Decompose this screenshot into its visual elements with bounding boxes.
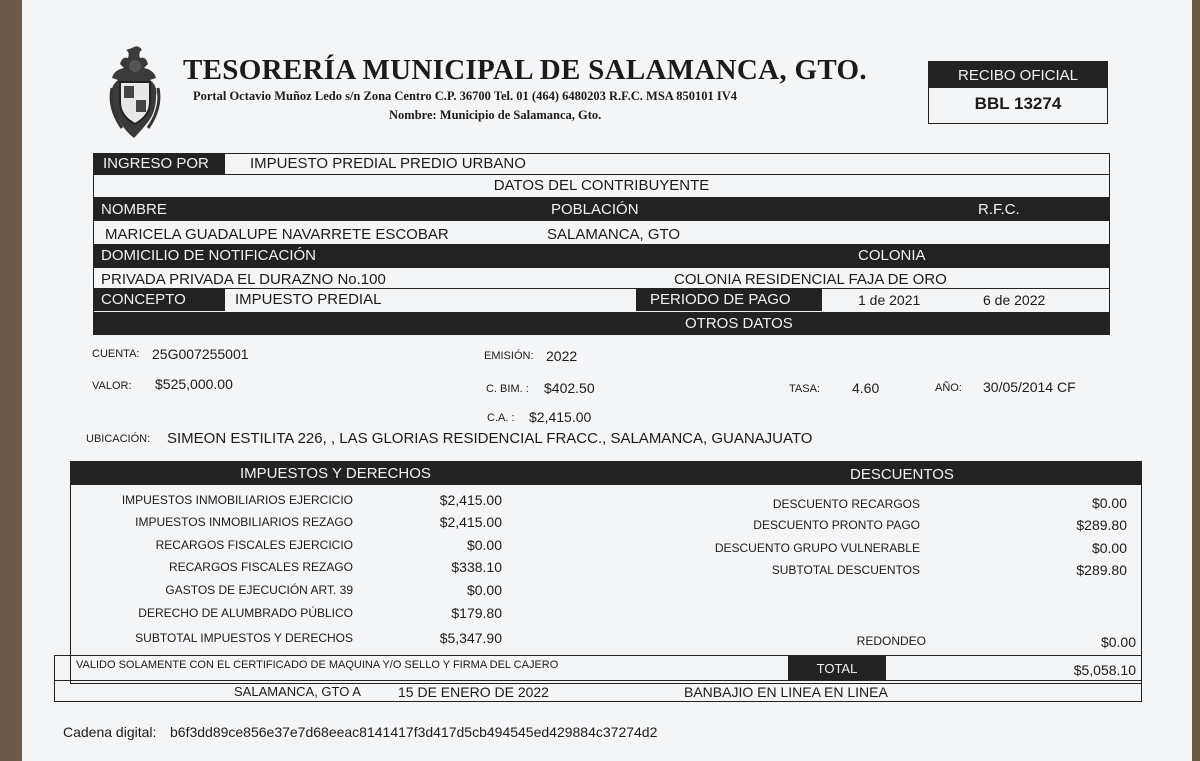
descuentos-row-label: DESCUENTO RECARGOS	[772, 497, 920, 511]
impuestos-row-label: DERECHO DE ALUMBRADO PÚBLICO	[138, 606, 353, 620]
redondeo-label: REDONDEO	[856, 634, 926, 648]
redondeo-value: $0.00	[1100, 634, 1136, 650]
periodo-fin: 6 de 2022	[983, 292, 1046, 308]
cadena-digital-value: b6f3dd89ce856e37e7d68eeac8141417f3d417d5cb494545ed429884c37274d2	[170, 724, 658, 740]
impuestos-row-label: RECARGOS FISCALES EJERCICIO	[155, 538, 353, 552]
ingreso-value: IMPUESTO PREDIAL PREDIO URBANO	[250, 155, 526, 172]
concepto-value: IMPUESTO PREDIAL	[235, 291, 382, 308]
banco-value: BANBAJIO EN LINEA EN LINEA	[684, 684, 888, 700]
impuestos-row-value: $5,347.90	[439, 630, 502, 646]
descuentos-row-label: SUBTOTAL DESCUENTOS	[771, 563, 920, 577]
anio-value: 30/05/2014 CF	[983, 379, 1076, 395]
cbim-label: C. BIM. :	[486, 383, 529, 395]
impuestos-row-value: $338.10	[451, 559, 502, 575]
poblacion-label: POBLACIÓN	[551, 201, 639, 218]
descuentos-row-value: $289.80	[1076, 517, 1127, 533]
contribuyente-domicilio: PRIVADA PRIVADA EL DURAZNO No.100	[101, 271, 386, 288]
contribuyente-nombre: MARICELA GUADALUPE NAVARRETE ESCOBAR	[105, 226, 449, 243]
cuenta-label: CUENTA:	[92, 348, 140, 360]
colonia-label: COLONIA	[858, 247, 926, 264]
impuestos-row-value: $0.00	[466, 582, 502, 598]
impuestos-row-label: RECARGOS FISCALES REZAGO	[168, 560, 353, 574]
tasa-label: TASA:	[789, 383, 820, 395]
descuentos-row-value: $0.00	[1091, 495, 1127, 511]
impuestos-row-label: SUBTOTAL IMPUESTOS Y DERECHOS	[135, 631, 353, 645]
descuentos-row-label: DESCUENTO GRUPO VULNERABLE	[714, 541, 920, 555]
descuentos-row-value: $289.80	[1076, 562, 1127, 578]
divider	[94, 174, 1109, 175]
impuestos-row-label: IMPUESTOS INMOBILIARIOS REZAGO	[135, 515, 353, 529]
divider	[54, 680, 1142, 681]
lugar-label: SALAMANCA, GTO A	[234, 684, 361, 699]
valor-value: $525,000.00	[155, 376, 233, 392]
valido-note: VALIDO SOLAMENTE CON EL CERTIFICADO DE MAQUINA Y/O SELLO Y FIRMA DEL CAJERO	[76, 659, 559, 671]
impuestos-descuentos-header	[71, 462, 1141, 485]
tasa-value: 4.60	[852, 380, 880, 396]
ubicacion-value: SIMEON ESTILITA 226, , LAS GLORIAS RESIDENCIAL FRACC., SALAMANCA, GUANAJUATO	[167, 430, 813, 447]
contribuyente-colonia: COLONIA RESIDENCIAL FAJA DE ORO	[674, 271, 947, 288]
nombre-label: NOMBRE	[101, 201, 167, 218]
impuestos-row-label: GASTOS DE EJECUCIÓN ART. 39	[165, 583, 353, 597]
domicilio-label: DOMICILIO DE NOTIFICACIÓN	[101, 247, 317, 264]
ca-value: $2,415.00	[529, 409, 592, 425]
impuestos-row-label: IMPUESTOS INMOBILIARIOS EJERCICIO	[121, 493, 353, 507]
recibo-number: BBL 13274	[974, 94, 1062, 113]
recibo-oficial-label: RECIBO OFICIAL	[957, 67, 1079, 84]
otros-datos-title: OTROS DATOS	[685, 315, 793, 332]
total-value: $5,058.10	[1073, 662, 1136, 678]
otros-datos-bar	[94, 312, 1109, 334]
periodo-label: PERIODO DE PAGO	[650, 291, 791, 308]
treasury-name: Nombre: Municipio de Salamanca, Gto.	[389, 108, 602, 122]
treasury-title: TESORERÍA MUNICIPAL DE SALAMANCA, GTO.	[183, 54, 867, 86]
emision-value: 2022	[546, 348, 578, 364]
fecha-value: 15 DE ENERO DE 2022	[398, 684, 549, 700]
emision-label: EMISIÓN:	[484, 350, 534, 362]
impuestos-row-value: $179.80	[451, 605, 502, 621]
ubicacion-label: UBICACIÓN:	[86, 433, 151, 445]
descuentos-row-label: DESCUENTO PRONTO PAGO	[753, 518, 920, 532]
concepto-label: CONCEPTO	[101, 291, 186, 308]
municipal-coat-of-arms-icon	[104, 44, 166, 140]
cuenta-value: 25G007255001	[152, 346, 249, 362]
cbim-value: $402.50	[544, 380, 595, 396]
descuentos-row-value: $0.00	[1091, 540, 1127, 556]
impuestos-row-value: $2,415.00	[439, 492, 502, 508]
anio-label: AÑO:	[935, 382, 962, 394]
impuestos-row-value: $2,415.00	[439, 514, 502, 530]
periodo-inicio: 1 de 2021	[858, 292, 921, 308]
descuentos-title: DESCUENTOS	[850, 466, 954, 483]
cadena-digital-label: Cadena digital:	[63, 724, 157, 740]
divider	[94, 288, 1109, 289]
ingreso-label: INGRESO POR	[103, 155, 209, 172]
total-label: TOTAL	[816, 661, 858, 676]
impuestos-row-value: $0.00	[466, 537, 502, 553]
contribuyente-poblacion: SALAMANCA, GTO	[547, 226, 681, 243]
rfc-label: R.F.C.	[978, 201, 1020, 218]
contribuyente-section-title: DATOS DEL CONTRIBUYENTE	[493, 177, 710, 194]
treasury-address: Portal Octavio Muñoz Ledo s/n Zona Centro C.P. 36700 Tel. 01 (464) 6480203 R.F.C. MSA 850101 IV4	[193, 89, 738, 103]
ca-label: C.A. :	[487, 412, 515, 424]
valor-label: VALOR:	[92, 380, 132, 392]
impuestos-title: IMPUESTOS Y DERECHOS	[240, 465, 431, 482]
